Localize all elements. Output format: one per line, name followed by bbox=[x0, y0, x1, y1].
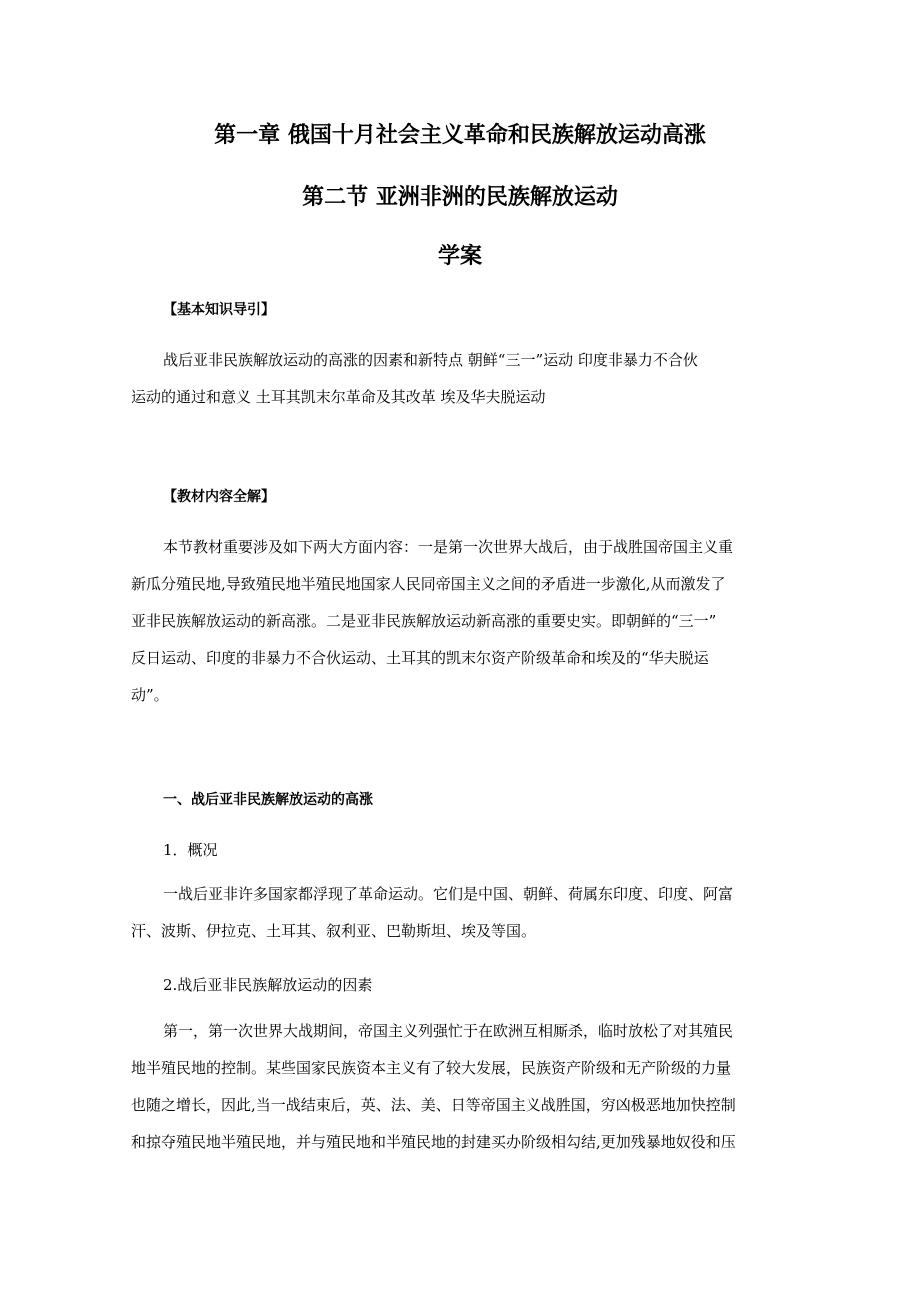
causes-paragraph bbox=[131, 1013, 791, 1161]
paragraph-line: 地半殖民地的控制。某些国家民族资本主义有了较大发展，民族资产阶级和无产阶级的力量 bbox=[131, 1059, 732, 1077]
overview-label: 1．概况 bbox=[163, 841, 218, 859]
paragraph-line: 战后亚非民族解放运动的高涨的因素和新特点 朝鲜“三一”运动 印度非暴力不合伙 bbox=[163, 351, 698, 369]
paragraph-line: 第一，第一次世界大战期间，帝国主义列强忙于在欧洲互相厮杀，临时放松了对其殖民 bbox=[163, 1022, 734, 1040]
analysis-heading: 【教材内容全解】 bbox=[163, 489, 275, 505]
analysis-paragraph bbox=[131, 529, 791, 714]
paragraph-line: 本节教材重要涉及如下两大方面内容：一是第一次世界大战后，由于战胜国帝国主义重 bbox=[163, 538, 734, 556]
overview-paragraph bbox=[131, 876, 791, 950]
paragraph-line: 一战后亚非许多国家都浮现了革命运动。它们是中国、朝鲜、荷属东印度、印度、阿富 bbox=[163, 885, 734, 903]
causes-label: 2.战后亚非民族解放运动的因素 bbox=[163, 976, 373, 994]
part1-heading: 一、战后亚非民族解放运动的高涨 bbox=[163, 792, 373, 808]
paragraph-line: 新瓜分殖民地,导致殖民地半殖民地国家人民同帝国主义之间的矛盾进一步激化,从而激发了 bbox=[131, 575, 726, 593]
paragraph-line: 也随之增长，因此,当一战结束后，英、法、美、日等帝国主义战胜国，穷凶极恶地加快控制 bbox=[131, 1096, 736, 1114]
guide-heading: 【基本知识导引】 bbox=[163, 302, 275, 318]
paragraph-line: 汗、波斯、伊拉克、土耳其、叙利亚、巴勒斯坦、埃及等国。 bbox=[131, 922, 537, 940]
document-kind-title: 学案 bbox=[437, 244, 482, 269]
paragraph-line: 和掠夺殖民地半殖民地，并与殖民地和半殖民地的封建买办阶级相勾结,更加残暴地奴役和压 bbox=[131, 1133, 736, 1151]
guide-paragraph bbox=[131, 342, 791, 416]
chapter-title: 第一章 俄国十月社会主义革命和民族解放运动高涨 bbox=[214, 123, 706, 148]
paragraph-line: 动”。 bbox=[131, 686, 169, 704]
paragraph-line: 反日运动、印度的非暴力不合伙运动、土耳其的凯末尔资产阶级革命和埃及的“华夫脱运 bbox=[131, 649, 709, 667]
paragraph-line: 亚非民族解放运动的新高涨。二是亚非民族解放运动新高涨的重要史实。即朝鲜的“三一” bbox=[131, 612, 717, 630]
paragraph-line: 运动的通过和意义 土耳其凯末尔革命及其改革 埃及华夫脱运动 bbox=[131, 388, 546, 406]
section-title: 第二节 亚洲非洲的民族解放运动 bbox=[302, 185, 618, 210]
